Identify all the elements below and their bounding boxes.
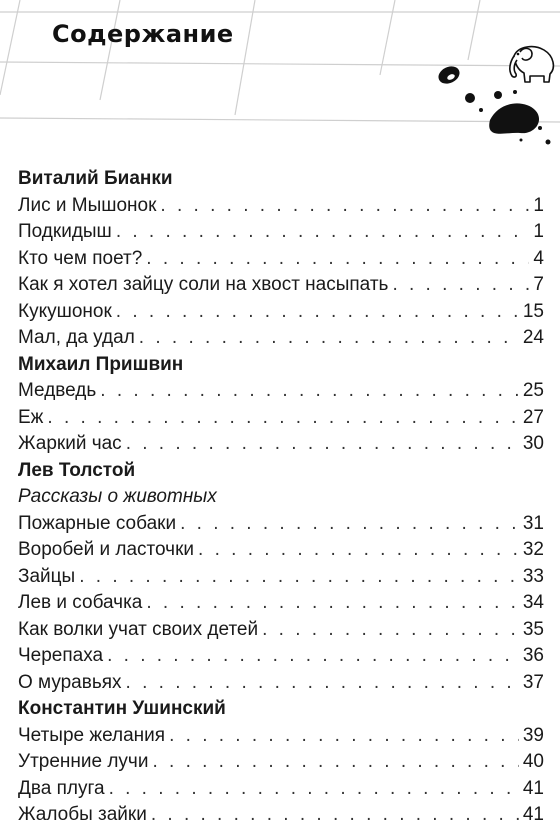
entry-title: Четыре желания	[18, 724, 166, 746]
page-number: 31	[522, 512, 544, 534]
dot-leader	[126, 670, 519, 696]
dot-leader	[160, 193, 529, 219]
toc-entry[interactable]	[18, 325, 544, 352]
author-heading: Михаил Пришвин	[18, 353, 184, 375]
entry-title: Медведь	[18, 380, 97, 401]
entry-title: Жалобы зайки	[18, 804, 147, 825]
elephant-icon	[500, 40, 560, 90]
page-number: 41	[522, 804, 544, 825]
toc-entry[interactable]	[18, 219, 544, 246]
page-number: 33	[522, 565, 544, 587]
entry-title: Подкидыш	[18, 221, 112, 242]
dot-leader	[116, 299, 519, 325]
page-number: 36	[522, 645, 544, 666]
entry-title: Как я хотел зайцу соли на хвост насыпать	[18, 274, 389, 295]
toc-entry[interactable]	[18, 643, 544, 670]
toc-entry[interactable]	[18, 537, 544, 564]
entry-title: Кто чем поет?	[18, 247, 143, 269]
dot-leader	[79, 564, 519, 590]
page-number: 15	[522, 300, 544, 322]
toc-entry[interactable]	[18, 590, 544, 617]
page-number: 40	[522, 751, 544, 772]
dot-leader	[107, 643, 519, 669]
entry-title: Мал, да удал	[18, 327, 135, 348]
entry-title: Кукушонок	[18, 300, 112, 322]
dot-leader	[116, 219, 530, 245]
entry-title: Еж	[18, 406, 44, 428]
toc-entry[interactable]	[18, 405, 544, 432]
dot-leader	[139, 325, 519, 351]
entry-title: Утренние лучи	[18, 751, 149, 772]
toc-entry[interactable]	[18, 246, 544, 273]
page-number: 7	[533, 274, 544, 295]
page-title: Содержание	[52, 20, 234, 48]
dot-leader	[146, 590, 518, 616]
dot-leader	[47, 405, 518, 431]
page-number: 4	[533, 247, 544, 269]
toc-entry[interactable]	[18, 723, 544, 750]
entry-title: Лис и Мышонок	[18, 194, 157, 216]
page-number: 30	[522, 433, 544, 454]
table-of-contents	[18, 166, 544, 829]
dot-leader	[262, 617, 519, 643]
entry-title: Лев и собачка	[18, 592, 143, 613]
dot-leader	[180, 511, 519, 537]
toc-entry[interactable]	[18, 564, 544, 591]
dot-leader	[392, 272, 529, 298]
dot-leader	[198, 537, 519, 563]
page-number: 41	[522, 777, 544, 799]
toc-entry[interactable]	[18, 431, 544, 458]
entry-title: Жаркий час	[18, 433, 122, 454]
entry-title: Зайцы	[18, 565, 76, 587]
author-heading: Константин Ушинский	[18, 698, 226, 719]
dot-leader	[126, 431, 519, 457]
entry-title: Воробей и ласточки	[18, 539, 195, 560]
toc-entry[interactable]	[18, 511, 544, 538]
entry-title: Как волки учат своих детей	[18, 618, 259, 640]
page-number: 1	[533, 221, 544, 242]
page-number: 35	[522, 618, 544, 640]
dot-leader	[146, 246, 529, 272]
author-heading: Лев Толстой	[18, 459, 136, 481]
entry-title: О муравьях	[18, 671, 122, 693]
dot-leader	[169, 723, 519, 749]
toc-entry[interactable]	[18, 378, 544, 405]
author-heading: Виталий Бианки	[18, 168, 173, 189]
header-area	[0, 0, 560, 180]
toc-entry[interactable]	[18, 802, 544, 829]
toc-entry[interactable]	[18, 193, 544, 220]
toc-entry[interactable]	[18, 617, 544, 644]
page-number: 32	[522, 539, 544, 560]
toc-entry[interactable]	[18, 299, 544, 326]
dot-leader	[109, 776, 519, 802]
entry-title: Два плуга	[18, 777, 105, 799]
page-number: 27	[522, 406, 544, 428]
page-number: 24	[522, 327, 544, 348]
toc-entry[interactable]	[18, 749, 544, 776]
dot-leader	[151, 802, 519, 828]
page-number: 39	[522, 724, 544, 746]
page-number: 37	[522, 671, 544, 693]
page-number: 25	[522, 380, 544, 401]
entry-title: Черепаха	[18, 645, 104, 666]
toc-entry[interactable]	[18, 670, 544, 697]
page-number: 34	[522, 592, 544, 613]
toc-entry[interactable]	[18, 776, 544, 803]
entry-title: Пожарные собаки	[18, 512, 177, 534]
dot-leader	[100, 378, 519, 404]
section-subtitle: Рассказы о животных	[18, 486, 217, 507]
page-number: 1	[533, 194, 544, 216]
dot-leader	[152, 749, 518, 775]
toc-entry[interactable]	[18, 272, 544, 299]
